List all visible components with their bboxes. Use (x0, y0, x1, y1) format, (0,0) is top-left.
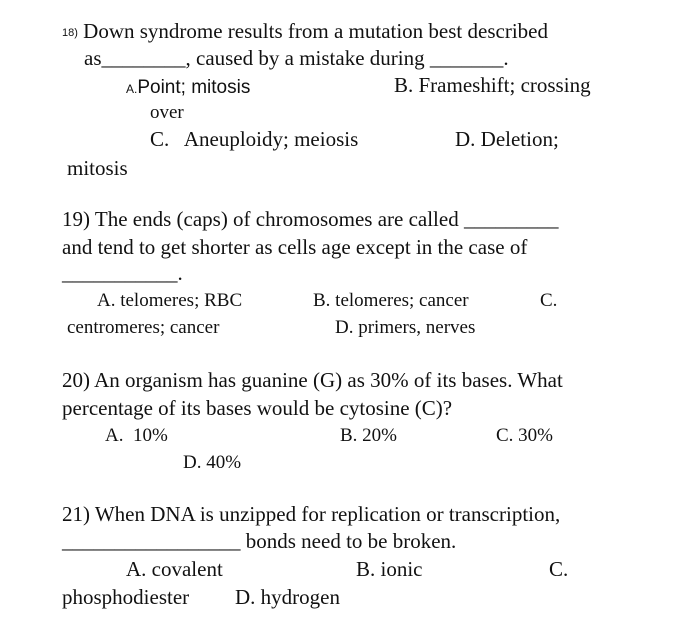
q21-option-d: D. hydrogen (235, 585, 340, 609)
q19-option-a: A. telomeres; RBC (97, 290, 243, 311)
q19-stem-3: ___________. (62, 261, 183, 285)
q20-stem-2: percentage of its bases would be cytosine (C)? (62, 396, 453, 420)
q21-stem-1: 21) When DNA is unzipped for replication or transcription, (62, 502, 561, 526)
q18-option-d-1: D. Deletion; (455, 127, 559, 151)
q20-stem-1: 20) An organism has guanine (G) as 30% of its bases. What (62, 368, 563, 392)
q18-option-d-2: mitosis (67, 156, 128, 180)
q18-option-b-2: over (150, 102, 184, 123)
q19-stem-1: 19) The ends (caps) of chromosomes are called _________ (62, 207, 559, 231)
q18-option-a (126, 74, 250, 101)
q21-option-a: A. covalent (126, 557, 223, 581)
q20-option-a: A. 10% (105, 425, 168, 446)
q18-number: 18) (62, 27, 78, 39)
q21-stem-2: _________________ bonds need to be broken. (62, 529, 457, 553)
q21-option-c-letter: C. (549, 557, 569, 581)
q19-option-b: B. telomeres; cancer (313, 290, 469, 311)
q19-option-d: D. primers, nerves (335, 317, 476, 338)
q20-option-d: D. 40% (183, 452, 242, 473)
q21-option-c-text: phosphodiester (62, 585, 190, 609)
q18-option-c: C. Aneuploidy; meiosis (150, 127, 359, 151)
q21-option-b: B. ionic (356, 557, 423, 581)
q19-option-c-text: centromeres; cancer (67, 317, 220, 338)
q18-stem-2: as________, caused by a mistake during _______. (84, 46, 509, 70)
q18-option-b-1: B. Frameshift; crossing (394, 73, 591, 97)
q18-option-a-text: Point; mitosis (137, 77, 251, 98)
q18-line1 (62, 19, 548, 47)
q20-option-b: B. 20% (340, 425, 397, 446)
q19-stem-2: and tend to get shorter as cells age except in the case of (62, 235, 528, 259)
q18-stem-1: Down syndrome results from a mutation best described (83, 19, 548, 43)
q18-option-a-letter: A. (126, 82, 138, 96)
q20-option-c: C. 30% (496, 425, 553, 446)
q19-option-c-letter: C. (540, 290, 558, 311)
